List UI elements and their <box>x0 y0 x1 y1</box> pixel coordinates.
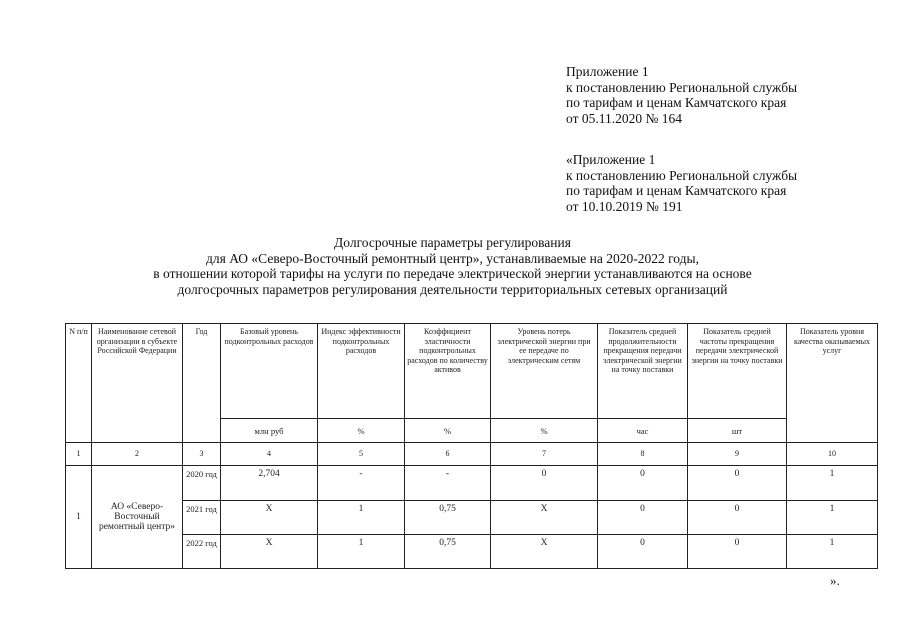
column-header: Уровень потерь электрической энергии при ее передаче по электрическим сетям <box>491 323 598 419</box>
appendix-header-line: от 05.11.2020 № 164 <box>566 110 682 126</box>
appendix-header-line: по тарифам и ценам Камчатского края <box>566 95 787 110</box>
organization-cell: АО «Северо-Восточный ремонтный центр» <box>92 466 183 569</box>
value-cell: X <box>491 535 598 569</box>
value-cell: 0 <box>688 501 787 535</box>
year-cell: 2020 год <box>183 466 221 501</box>
quoted-appendix-header-line: по тарифам и ценам Камчатского края <box>566 183 787 198</box>
column-number: 9 <box>688 443 787 466</box>
quoted-appendix-header-line: от 10.10.2019 № 191 <box>566 198 683 214</box>
column-header: Показатель уровня качества оказываемых услуг <box>787 323 878 443</box>
year-cell: 2022 год <box>183 535 221 569</box>
value-cell: X <box>221 501 318 535</box>
value-cell: 1 <box>787 535 878 569</box>
column-number: 7 <box>491 443 598 466</box>
column-number: 2 <box>92 443 183 466</box>
value-cell: X <box>491 501 598 535</box>
quoted-appendix-header-line: к постановлению Региональной службы <box>566 167 798 183</box>
column-header: Год <box>183 323 221 443</box>
title-line: для АО «Северо-Восточный ремонтный центр», устанавливаемые на 2020-2022 годы, <box>206 250 699 266</box>
appendix-header-line: к постановлению Региональной службы <box>566 79 798 95</box>
column-number: 5 <box>318 443 405 466</box>
value-cell: 1 <box>787 466 878 501</box>
quoted-appendix-header-line: «Приложение 1 <box>566 152 656 167</box>
column-unit: % <box>491 419 598 443</box>
value-cell: 0 <box>688 535 787 569</box>
title-line: в отношении которой тарифы на услуги по передаче электрической энергии устанавливаются на основе <box>153 266 752 281</box>
column-number: 10 <box>787 443 878 466</box>
value-cell: 0 <box>598 535 688 569</box>
column-unit: млн руб <box>221 419 318 443</box>
column-header: Наименование сетевой организации в субъекте Российской Федерации <box>92 323 183 443</box>
value-cell: 1 <box>787 501 878 535</box>
column-header: Базовый уровень подконтрольных расходов <box>221 323 318 419</box>
column-unit: час <box>598 419 688 443</box>
title-line: Долгосрочные параметры регулирования <box>334 235 571 250</box>
value-cell: 1 <box>318 535 405 569</box>
column-header: N п/п <box>65 323 92 443</box>
column-number: 4 <box>221 443 318 466</box>
value-cell: 0 <box>598 466 688 501</box>
value-cell: 2,704 <box>221 466 318 501</box>
value-cell: 0,75 <box>405 535 491 569</box>
value-cell: 0,75 <box>405 501 491 535</box>
value-cell: 0 <box>491 466 598 501</box>
value-cell: X <box>221 535 318 569</box>
appendix-header-line: Приложение 1 <box>566 64 649 79</box>
value-cell: - <box>318 466 405 501</box>
column-header: Показатель средней частоты прекращения передачи электрической энергии на точку поставки <box>688 323 787 419</box>
column-number: 8 <box>598 443 688 466</box>
column-number: 3 <box>183 443 221 466</box>
value-cell: - <box>405 466 491 501</box>
column-unit: % <box>318 419 405 443</box>
row-number-cell: 1 <box>65 466 92 569</box>
column-header: Индекс эффективности подконтрольных расходов <box>318 323 405 419</box>
column-header: Показатель средней продолжительности прекращения передачи электрической энергии на точку поставки <box>598 323 688 419</box>
value-cell: 0 <box>598 501 688 535</box>
value-cell: 0 <box>688 466 787 501</box>
closing-quote-mark: ». <box>830 573 840 588</box>
year-cell: 2021 год <box>183 501 221 535</box>
column-unit: шт <box>688 419 787 443</box>
column-header: Коэффициент эластичности подконтрольных расходов по количеству активов <box>405 323 491 419</box>
column-number: 1 <box>65 443 92 466</box>
column-unit: % <box>405 419 491 443</box>
value-cell: 1 <box>318 501 405 535</box>
title-line: долгосрочных параметров регулирования деятельности территориальных сетевых организаций <box>177 281 728 297</box>
column-number: 6 <box>405 443 491 466</box>
